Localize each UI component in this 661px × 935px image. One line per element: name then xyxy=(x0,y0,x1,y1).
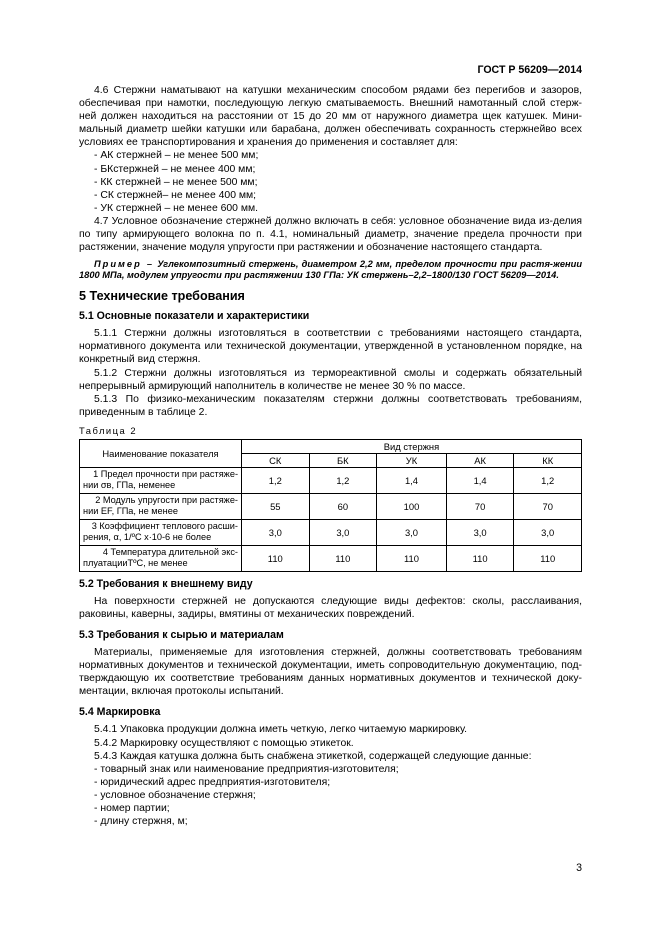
page-number: 3 xyxy=(576,862,582,874)
table-cell: 1,4 xyxy=(446,467,514,493)
standard-code: ГОСТ Р 56209—2014 xyxy=(477,64,582,76)
column-header: АК xyxy=(446,453,514,467)
table-cell: 3,0 xyxy=(242,519,310,545)
paragraph-5-4-2: 5.4.2 Маркировку осуществляют с помощью этикеток. xyxy=(94,737,354,749)
label-data-list xyxy=(79,763,582,828)
paragraph-5-1-2: 5.1.2 Стержни должны изготовляться из термореактивной смолы и содержать обязательный непрерывный армирующий наполнитель в количестве не менее 30 % по массе. xyxy=(79,367,582,392)
list-item: - СК стержней– не менее 400 мм; xyxy=(94,189,257,201)
table-cell: 1,2 xyxy=(309,467,377,493)
table-cell: 110 xyxy=(446,545,514,571)
table-row xyxy=(80,467,582,493)
example-text: Углекомпозитный стержень, диаметром 2,2 мм, пределом прочности при растя-жении 1800 МПа, модулем упругости при растяжении 130 ГПа: УК стержень–2,2–1800/130 ГОСТ 56209—2014. xyxy=(79,259,583,281)
paragraph-5-3: Материалы, применяемые для изготовления стержней, должны соответствовать требованиям нормативных документов и технической документации, иметь сопроводительную документацию, под-тверждающую их соответствие требованиям данных нормативных документов и технической доку-ментации, включая протоколы испытаний. xyxy=(79,647,582,698)
paragraph-5-1-1: 5.1.1 Стержни должны изготовляться в соответствии с требованиями настоящего стандарта, нормативного документа или технической документации, утвержденной в установленном порядке, на конкретный вид стержня. xyxy=(79,328,582,366)
example-label: Пример – xyxy=(94,259,155,270)
table-cell: 110 xyxy=(377,545,447,571)
table-cell: 60 xyxy=(309,493,377,519)
row-name: 3 Коэффициент теплового расши- рения, α, 1/ºС х·10-6 не более xyxy=(80,519,242,545)
section-5-4-title: 5.4 Маркировка xyxy=(79,706,161,719)
paragraph-5-1-3: 5.1.3 По физико-механическим показателям стержни должны соответствовать требованиям, приведенным в таблице 2. xyxy=(79,393,582,418)
table-cell: 1,2 xyxy=(242,467,310,493)
list-item: - юридический адрес предприятия-изготовителя; xyxy=(94,776,331,788)
table-cell: 1,4 xyxy=(377,467,447,493)
table-row xyxy=(80,545,582,571)
example-note xyxy=(79,259,582,281)
page-content xyxy=(79,84,582,828)
diameter-list xyxy=(79,149,582,214)
column-header: СК xyxy=(242,453,310,467)
list-item: - БКстержней – не менее 400 мм; xyxy=(94,163,256,175)
list-item: - условное обозначение стержня; xyxy=(94,789,256,801)
column-header: КК xyxy=(514,453,582,467)
list-item: - товарный знак или наименование предприятия-изготовителя; xyxy=(94,763,399,775)
table-cell: 1,2 xyxy=(514,467,582,493)
paragraph-5-4-1: 5.4.1 Упаковка продукции должна иметь четкую, легко читаемую маркировку. xyxy=(94,724,467,736)
paragraph-5-4-3: 5.4.3 Каждая катушка должна быть снабжена этикеткой, содержащей следующие данные: xyxy=(94,750,532,762)
column-header: БК xyxy=(309,453,377,467)
list-item: - УК стержней – не менее 600 мм. xyxy=(94,202,259,214)
paragraph-4-7: 4.7 Условное обозначение стержней должно включать в себя: условное обозначение вида из-делия по типу армирующего волокна по п. 4.1, номинальный диаметр, значение предела прочности при растяжении, значение модуля упругости при растяжении и обозначение настоящего стандарта. xyxy=(79,215,582,254)
list-item: - АК стержней – не менее 500 мм; xyxy=(94,150,259,162)
table-cell: 3,0 xyxy=(514,519,582,545)
column-header: УК xyxy=(377,453,447,467)
row-name: 2 Модуль упругости при растяже- нии EF, ГПа, не менее xyxy=(80,493,242,519)
section-5-2-title: 5.2 Требования к внешнему виду xyxy=(79,577,253,590)
table-cell: 100 xyxy=(377,493,447,519)
column-group-header: Вид стержня xyxy=(242,439,582,453)
table-cell: 70 xyxy=(446,493,514,519)
column-header-name: Наименование показателя xyxy=(80,439,242,467)
row-name: 1 Предел прочности при растяже- нии σв, ГПа, неменее xyxy=(80,467,242,493)
paragraph-4-6: 4.6 Стержни наматывают на катушки механическим способом рядами без перегибов и зазоров, обеспечивая при намотки, последующую легкую сматываемость. Внешний намотанный слой стерж-ней должен находиться на расстоянии от 15 до 20 мм от наружного диаметра щек катушек. Мини-мальный диаметр шейки катушки или барабана, должен обеспечивать сохранность стержнейво всех условиях ее транспортирования и хранения до применения и составляет для: xyxy=(79,85,582,149)
table-cell: 55 xyxy=(242,493,310,519)
table-cell: 3,0 xyxy=(377,519,447,545)
table-cell: 70 xyxy=(514,493,582,519)
table-cell: 110 xyxy=(242,545,310,571)
list-item: - длину стержня, м; xyxy=(94,816,188,828)
table-2 xyxy=(79,439,582,572)
table-cell: 110 xyxy=(309,545,377,571)
list-item: - номер партии; xyxy=(94,803,170,814)
section-5-3-title: 5.3 Требования к сырью и материалам xyxy=(79,629,284,642)
section-5-title: 5 Технические требования xyxy=(79,289,245,304)
list-item: - КК стержней – не менее 500 мм; xyxy=(94,176,258,188)
table-row xyxy=(80,493,582,519)
paragraph-5-2: На поверхности стержней не допускаются следующие виды дефектов: сколы, расслаивания, раковины, каверны, задиры, вмятины от механических повреждений. xyxy=(79,595,582,620)
table-cell: 110 xyxy=(514,545,582,571)
table-cell: 3,0 xyxy=(446,519,514,545)
table-row xyxy=(80,519,582,545)
table-caption: Таблица 2 xyxy=(79,424,138,436)
section-5-1-title: 5.1 Основные показатели и характеристики xyxy=(79,310,310,323)
table-cell: 3,0 xyxy=(309,519,377,545)
row-name: 4 Температура длительной экс- плуатацииТºС, не менее xyxy=(80,545,242,571)
